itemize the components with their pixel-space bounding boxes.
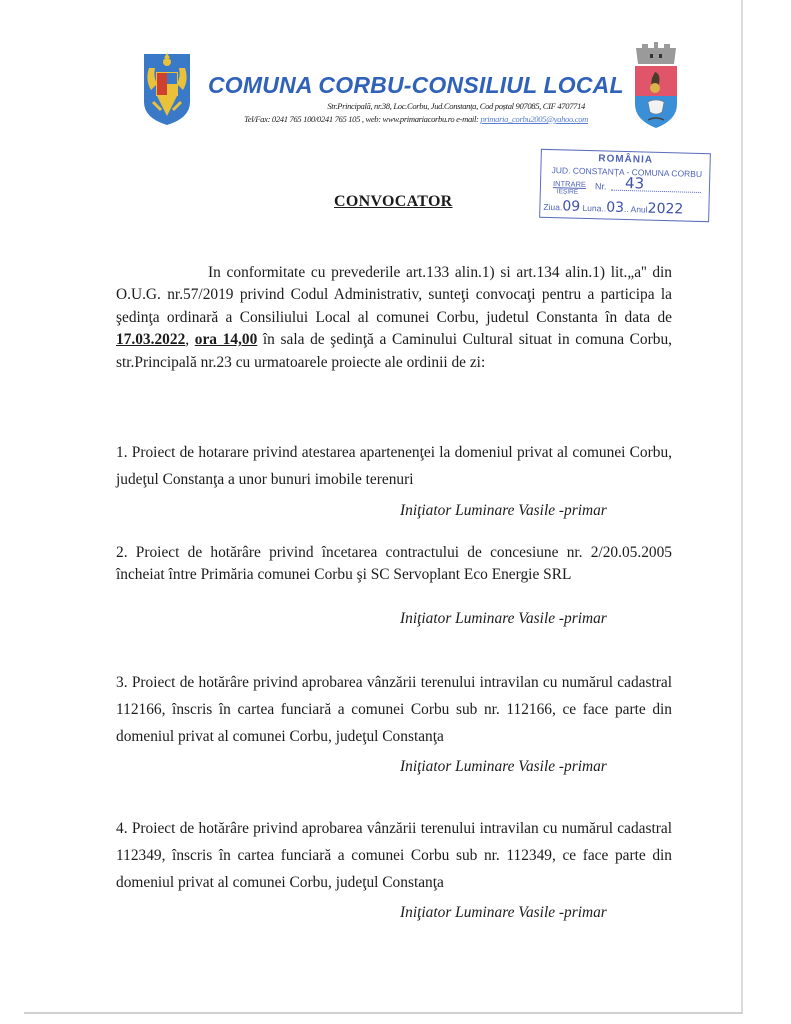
contact-prefix: Tel/Fax: 0241 765 100/0241 765 105 , web: www.primariacorbu.ro e-mail: [244, 114, 479, 124]
agenda-item: 4. Proiect de hotărâre privind aprobarea vânzării terenului intravilan cu numărul cadastral 112349, înscris în cartea funciară a comunei Corbu sub nr. 112349, ce face parte din domeniul privat al comunei Corbu, judeţul Constanţa [116, 820, 672, 891]
romania-coat-of-arms-icon [141, 50, 193, 126]
agenda-initiator: Iniţiator Luminare Vasile -primar [400, 758, 607, 775]
corbu-coat-of-arms-icon [628, 40, 684, 130]
stamp-iesire: IEȘIRE [556, 188, 579, 196]
org-title: COMUNA CORBU-CONSILIUL LOCAL [208, 72, 624, 98]
address-line: Str.Principală, nr.38, Loc.Corbu, Jud.Constanța, Cod poștal 907085, CIF 4707714 [327, 101, 585, 111]
intro-paragraph [116, 262, 672, 374]
stamp-zi-label: Ziua [543, 201, 561, 213]
page-edge-right [741, 0, 743, 1014]
stamp-nr-label: Nr. [594, 181, 607, 192]
stamp-date: Ziua.09 Luna..03.. Anul2022 [543, 198, 684, 218]
agenda-item: 1. Proiect de hotarare privind atestarea apartenenţei la domeniul privat al comunei Corbu, judeţul Constanţa a unor bunuri imobile terenuri [116, 444, 672, 488]
contact-line [190, 114, 588, 124]
agenda-initiator: Iniţiator Luminare Vasile -primar [400, 610, 607, 627]
stamp-intrare: INTRARE [552, 179, 587, 189]
email-link[interactable]: primaria_corbu2005@yahoo.com [480, 114, 588, 124]
page-edge-bottom [24, 1012, 743, 1014]
stamp-luna-value: 03 [605, 199, 625, 216]
stamp-an-value: 2022 [647, 200, 684, 218]
stamp-nr-value: 43 [624, 174, 645, 193]
stamp-zi-value: 09 [562, 198, 581, 215]
agenda-initiator: Iniţiator Luminare Vasile -primar [400, 502, 607, 519]
intro-separator: , [185, 331, 195, 349]
meeting-date: 17.03.2022 [116, 331, 186, 349]
stamp-country: ROMÂNIA [598, 153, 654, 166]
document-title: CONVOCATOR [334, 193, 453, 210]
meeting-time: ora 14,00 [194, 331, 258, 349]
stamp-luna-label: Luna [582, 202, 602, 214]
agenda-initiator: Iniţiator Luminare Vasile -primar [400, 904, 607, 921]
stamp-county-commune: JUD. CONSTANȚA - COMUNA CORBU [551, 165, 703, 180]
agenda-item: 3. Proiect de hotărâre privind aprobarea vânzării terenului intravilan cu numărul cadastral 112166, înscris în cartea funciară a comunei Corbu sub nr. 112166, ce face parte din domeniul privat al comunei Corbu, judeţul Constanţa [116, 674, 672, 745]
agenda-item: 2. Proiect de hotărâre privind încetarea contractului de concesiune nr. 2/20.05.2005 încheiat între Primăria comunei Corbu şi SC Servoplant Eco Energie SRL [116, 544, 672, 583]
intro-part2: în sala de şedinţă a Caminului Cultural situat in comuna Corbu, str.Principală nr.23 cu urmatoarele proiecte ale ordinii de zi: [116, 331, 672, 371]
intro-part1: In conformitate cu prevederile art.133 alin.1) si art.134 alin.1) lit.„a'' din O.U.G. nr.57/2019 privind Codul Administrativ, sunteţi convocaţi pentru a participa la şedinţa ordinară a Consiliului Local al comunei Corbu, judetul Constanta în data de [116, 264, 672, 326]
registration-stamp [539, 149, 711, 222]
stamp-an-label: Anul [630, 204, 648, 215]
